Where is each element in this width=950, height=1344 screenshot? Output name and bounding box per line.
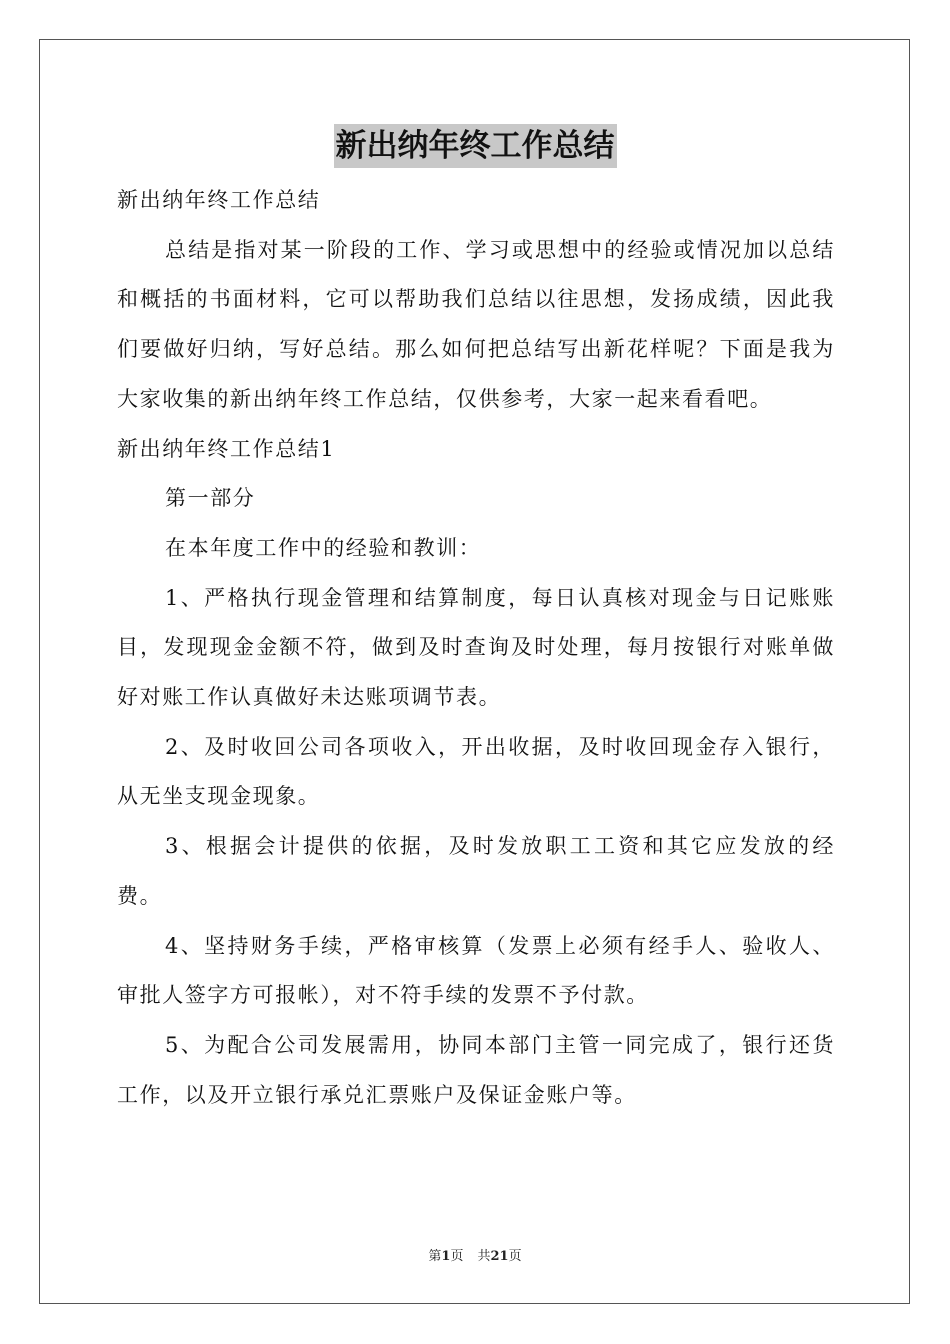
list-item-1: 1、严格执行现金管理和结算制度，每日认真核对现金与日记账账目，发现现金金额不符，做到及时查询及时处理，每月按银行对账单做好对账工作认真做好未达账项调节表。 — [117, 585, 835, 710]
page-footer — [0, 1248, 950, 1266]
list-item-3: 3、根据会计提供的依据，及时发放职工工资和其它应发放的经费。 — [117, 834, 835, 908]
total-unit: 页 — [508, 1249, 522, 1264]
document-title: 新出纳年终工作总结 — [334, 124, 617, 168]
intro-paragraph: 总结是指对某一阶段的工作、学习或思想中的经验或情况加以总结和概括的书面材料，它可以帮助我们总结以往思想，发扬成绩，因此我们要做好归纳，写好总结。那么如何把总结写出新花样呢？下面是我为大家收集的新出纳年终工作总结，仅供参考，大家一起来看看吧。 — [117, 237, 835, 411]
section-heading: 新出纳年终工作总结1 — [117, 436, 336, 461]
total-pages: 21 — [490, 1249, 509, 1264]
list-item-5: 5、为配合公司发展需用，协同本部门主管一同完成了，银行还货工作，以及开立银行承兑汇票账户及保证金账户等。 — [117, 1032, 835, 1107]
part-heading: 第一部分 — [165, 486, 256, 511]
document-body — [117, 176, 835, 1120]
title-container — [0, 124, 950, 168]
page-unit: 页 — [450, 1249, 464, 1264]
page-number: 1 — [441, 1249, 451, 1264]
page-prefix: 第 — [428, 1249, 442, 1264]
list-item-4: 4、坚持财务手续，严格审核算（发票上必须有经手人、验收人、审批人签字方可报帐），对不符手续的发票不予付款。 — [117, 933, 835, 1008]
total-prefix: 共 — [477, 1249, 491, 1264]
lessons-heading: 在本年度工作中的经验和教训： — [165, 535, 482, 560]
subtitle-line: 新出纳年终工作总结 — [117, 188, 321, 212]
list-item-2: 2、及时收回公司各项收入，开出收据，及时收回现金存入银行，从无坐支现金现象。 — [117, 734, 835, 809]
